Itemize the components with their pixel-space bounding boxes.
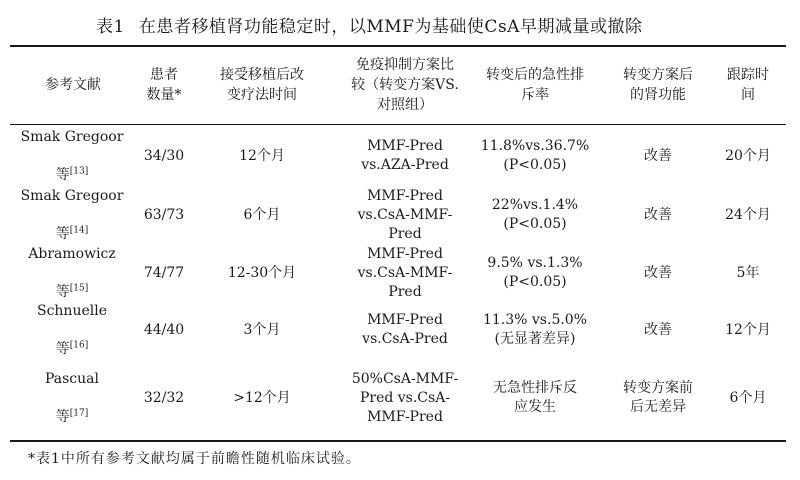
ref-name: Schnuelle <box>36 302 107 319</box>
header-regimen: 免疫抑制方案比 较（转变方案VS. 对照组） <box>351 57 459 113</box>
regimen-cell: MMF-Pred vs.CsA-MMF- Pred <box>357 245 453 300</box>
renal-cell: 转变方案前 后无差异 <box>623 380 693 415</box>
ref-citation: [14] <box>69 224 89 235</box>
header-switch-time: 接受移植后改 变疗法时间 <box>220 67 304 103</box>
ref-citation: [13] <box>69 165 89 176</box>
ref-name: Pascual <box>44 370 99 387</box>
renal-cell: 改善 <box>644 264 672 281</box>
table-footnote: *表1中所有参考文献均属于前瞻性随机临床试验。 <box>28 451 361 467</box>
renal-cell: 改善 <box>644 147 672 164</box>
table-caption <box>96 12 642 37</box>
table-title: 在患者移植肾功能稳定时，以MMF为基础使CsA早期减量或撤除 <box>138 17 643 37</box>
switch-time-cell: 6个月 <box>243 206 281 223</box>
followup-cell: 20个月 <box>725 147 771 164</box>
renal-cell: 改善 <box>644 206 672 223</box>
table-row-ref <box>8 304 136 356</box>
table-number: 表1 <box>96 17 125 37</box>
patients-cell: 74/77 <box>143 264 185 281</box>
header-patients: 患者 数量* <box>146 67 182 103</box>
regimen-cell: MMF-Pred vs.CsA-MMF- Pred <box>357 187 453 242</box>
table-row-ref <box>8 364 136 432</box>
rejection-cell: 22%vs.1.4% (P<0.05) <box>491 197 579 232</box>
followup-cell: 24个月 <box>725 206 771 223</box>
top-rule <box>10 45 786 47</box>
followup-cell: 5年 <box>736 264 760 281</box>
ref-citation: [17] <box>69 407 89 418</box>
ref-name: Smak Gregoor <box>20 187 124 204</box>
rejection-cell: 无急性排斥反 应发生 <box>493 380 577 415</box>
ref-citation: [16] <box>69 339 89 350</box>
rejection-cell: 11.3% vs.5.0% (无显著差异) <box>482 312 588 347</box>
switch-time-cell: >12个月 <box>233 389 291 406</box>
header-rejection: 转变后的急性排 斥率 <box>486 67 584 103</box>
switch-time-cell: 12个月 <box>239 147 285 164</box>
regimen-cell: MMF-Pred vs.AZA-Pred <box>361 138 449 173</box>
patients-cell: 34/30 <box>143 147 185 164</box>
header-reference: 参考文献 <box>45 77 101 93</box>
ref-suffix: 等 <box>55 166 70 183</box>
ref-citation: [15] <box>69 282 89 293</box>
patients-cell: 44/40 <box>143 321 185 338</box>
renal-cell: 改善 <box>644 321 672 338</box>
ref-suffix: 等 <box>55 340 70 357</box>
ref-name: Smak Gregoor <box>20 128 124 145</box>
rejection-cell: 9.5% vs.1.3% (P<0.05) <box>487 255 583 290</box>
patients-cell: 63/73 <box>143 206 185 223</box>
ref-name: Abramowicz <box>28 245 116 262</box>
followup-cell: 12个月 <box>725 321 771 338</box>
header-rule <box>10 124 786 125</box>
ref-suffix: 等 <box>55 225 70 242</box>
patients-cell: 32/32 <box>143 389 185 406</box>
regimen-cell: MMF-Pred vs.CsA-Pred <box>362 312 448 347</box>
followup-cell: 6个月 <box>729 389 767 406</box>
rejection-cell: 11.8%vs.36.7% (P<0.05) <box>480 138 590 173</box>
switch-time-cell: 12-30个月 <box>227 264 297 281</box>
header-renal: 转变方案后 的肾功能 <box>623 67 693 103</box>
switch-time-cell: 3个月 <box>243 321 281 338</box>
ref-suffix: 等 <box>55 283 70 300</box>
bottom-rule <box>10 440 786 442</box>
ref-suffix: 等 <box>55 408 70 425</box>
regimen-cell: 50%CsA-MMF- Pred vs.CsA- MMF-Pred <box>351 370 459 425</box>
header-followup: 跟踪时 间 <box>727 67 769 103</box>
